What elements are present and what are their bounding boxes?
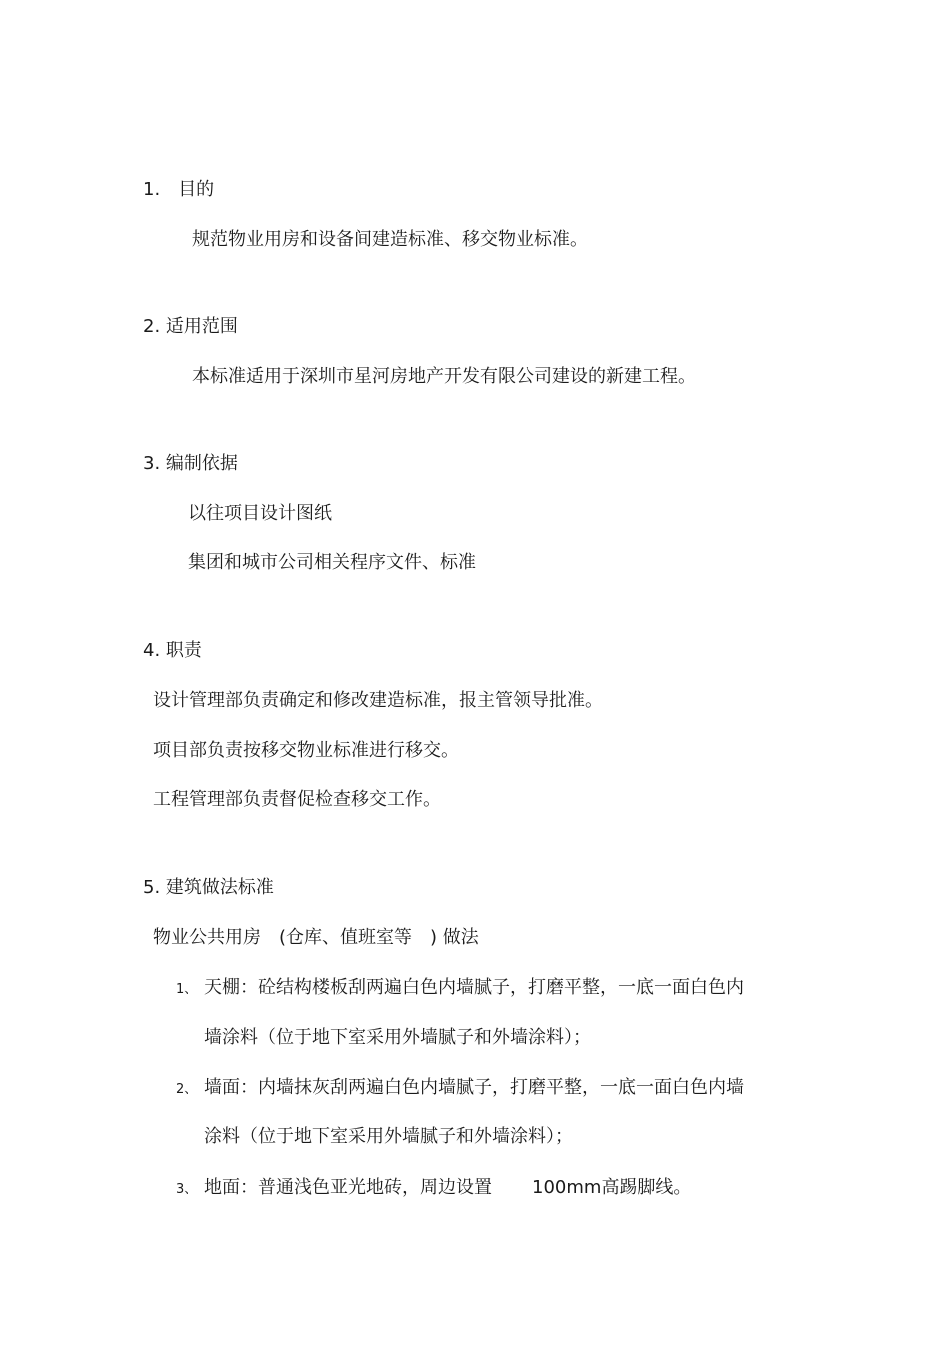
section-3-item: 以往项目设计图纸: [188, 503, 332, 524]
list-item: [176, 1176, 691, 1202]
section-3-heading: 3. 编制依据: [143, 453, 238, 474]
list-item: [176, 976, 744, 1002]
section-5-heading: 5. 建筑做法标准: [143, 877, 274, 898]
list-item-text-tail: 高踢脚线。: [601, 1177, 692, 1198]
section-1-number: 1.: [143, 179, 161, 200]
subheading-part-c: ) 做法: [430, 927, 479, 948]
list-item-text: 地面：普通浅色亚光地砖，周边设置: [204, 1177, 492, 1198]
list-item-continuation: 墙涂料（位于地下室采用外墙腻子和外墙涂料）；: [204, 1027, 591, 1048]
section-4-paragraph: 设计管理部负责确定和修改建造标准，报主管领导批准。: [153, 690, 603, 711]
list-item-continuation: 涂料（位于地下室采用外墙腻子和外墙涂料）；: [204, 1126, 573, 1147]
section-4-paragraph: 项目部负责按移交物业标准进行移交。: [153, 740, 459, 761]
subheading-part-a: 物业公共用房: [153, 927, 261, 948]
section-5-subheading: [153, 926, 479, 950]
list-item-measure: 100mm: [532, 1177, 602, 1198]
list-item: [176, 1076, 744, 1102]
section-2-paragraph: 本标准适用于深圳市星河房地产开发有限公司建设的新建工程。: [192, 366, 696, 387]
section-3-item: 集团和城市公司相关程序文件、标准: [188, 552, 476, 573]
list-item-number: 3、: [176, 1182, 198, 1197]
list-item-text: 墙面：内墙抹灰刮两遍白色内墙腻子，打磨平整，一底一面白色内墙: [204, 1077, 744, 1098]
section-2-heading: 2. 适用范围: [143, 316, 238, 337]
section-4-heading: 4. 职责: [143, 640, 202, 661]
section-4-paragraph: 工程管理部负责督促检查移交工作。: [153, 789, 441, 810]
subheading-part-b: (仓库、值班室等: [279, 927, 413, 948]
list-item-number: 1、: [176, 982, 198, 997]
section-1-paragraph: 规范物业用房和设备间建造标准、移交物业标准。: [192, 229, 588, 250]
list-item-number: 2、: [176, 1082, 198, 1097]
section-1-heading: [143, 178, 214, 202]
section-1-title: 目的: [178, 179, 215, 200]
list-item-text: 天棚：砼结构楼板刮两遍白色内墙腻子，打磨平整，一底一面白色内: [204, 977, 744, 998]
